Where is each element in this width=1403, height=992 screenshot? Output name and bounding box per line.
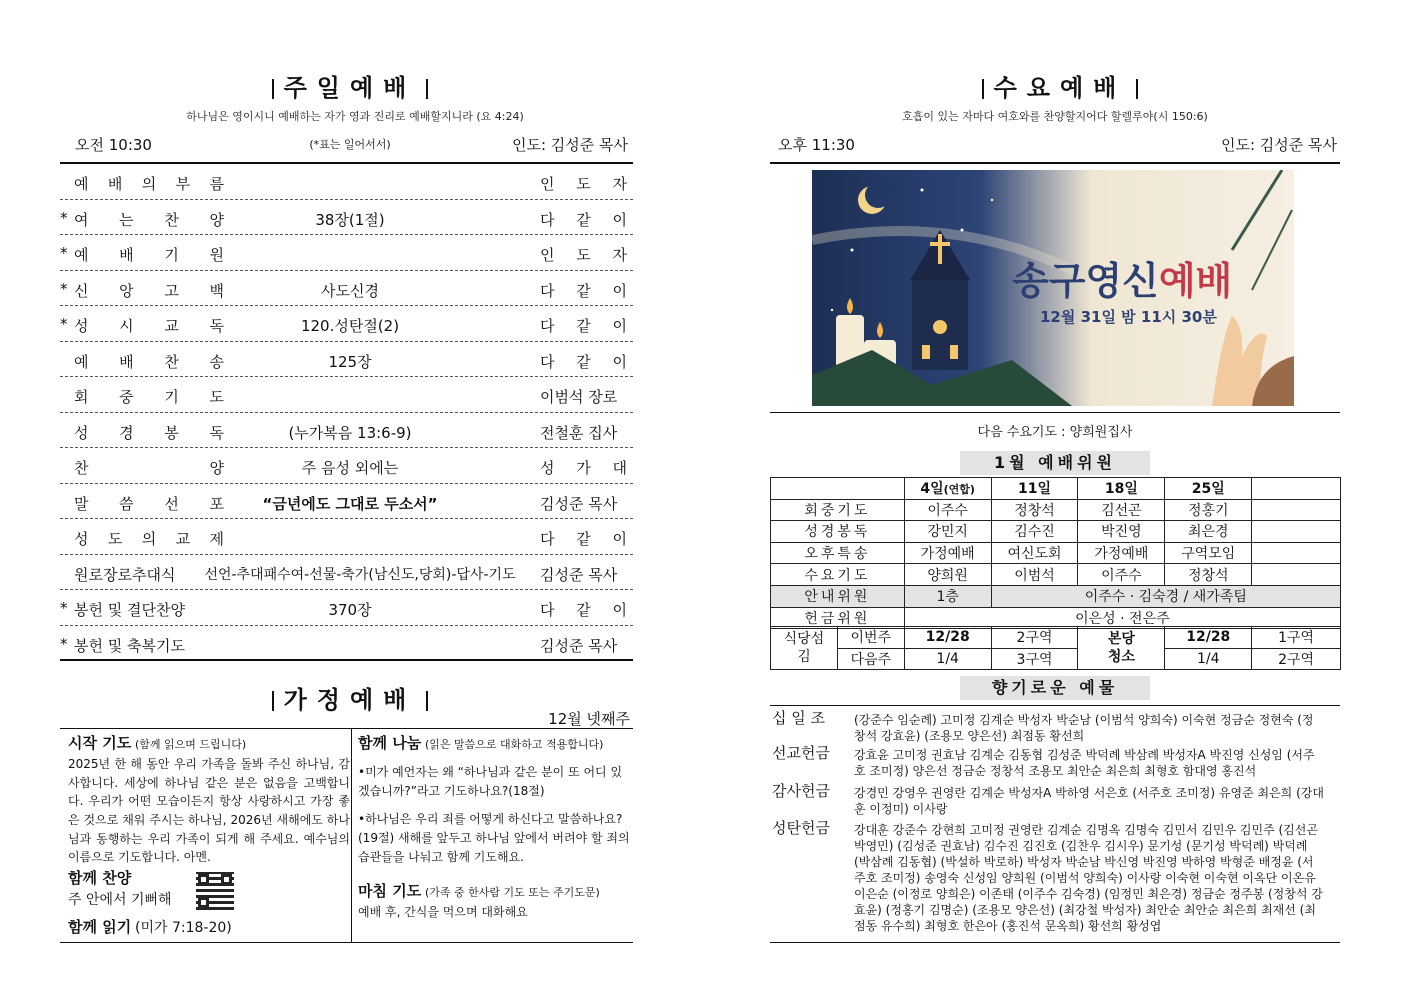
clean-label: 본당청소 bbox=[1078, 627, 1165, 670]
guide-row: 안내위원 1층 이주수 · 김숙경 / 새가족팀 bbox=[771, 585, 1341, 607]
order-row bbox=[60, 448, 633, 484]
order-item-person: 다 같 이 bbox=[540, 210, 627, 229]
date-5 bbox=[1252, 478, 1341, 500]
share-question-1: •미가 예언자는 왜 “하나님과 같은 분이 또 어디 있겠습니까?”라고 기도하나요?(18절) bbox=[358, 765, 623, 798]
meal-next-date: 1/4 bbox=[904, 648, 991, 670]
order-item-content: 사도신경 bbox=[321, 281, 379, 300]
order-item-name: 찬 양 bbox=[74, 459, 224, 477]
wednesday-leader: 인도: 김성준 목사 bbox=[1220, 136, 1337, 154]
committee-table bbox=[770, 477, 1341, 629]
sunday-title: 주일예배 bbox=[240, 68, 460, 103]
offerings-bottom-rule bbox=[770, 942, 1340, 943]
closing-sub: (가족 중 한사람 기도 또는 주기도문) bbox=[425, 886, 600, 900]
closing-title: 마침 기도 bbox=[358, 882, 422, 901]
sunday-verse: 하나님은 영이시니 예배하는 자가 영과 진리로 예배할지니라 (요 4:24) bbox=[186, 110, 524, 123]
order-item-name: 성 도 의 교 제 bbox=[74, 530, 224, 548]
family-top-rule bbox=[60, 728, 633, 729]
order-item-person: 이범석 장로 bbox=[540, 388, 618, 406]
order-item-person: 김성준 목사 bbox=[540, 565, 618, 584]
offerings-title: 향기로운 예물 bbox=[960, 676, 1150, 700]
order-item-person: 다 같 이 bbox=[540, 530, 627, 548]
share-question-2: •하나님은 우리 죄를 어떻게 하신다고 말씀하나요?(19절) 새해를 앞두고 하나님 앞에서 버려야 할 죄의 습관들을 나눠고 함께 기도해요. bbox=[358, 812, 630, 864]
clean-this: 1구역 bbox=[1252, 627, 1341, 649]
order-item-content: 370장 bbox=[328, 601, 372, 619]
order-item-person: 다 같 이 bbox=[540, 317, 627, 335]
order-row bbox=[60, 377, 633, 413]
order-row bbox=[60, 200, 633, 236]
stand-mark: * bbox=[60, 634, 68, 653]
next-prayer: 다음 수요기도 : 양희원집사 bbox=[977, 425, 1133, 440]
order-item-name: 성 시 교 독 bbox=[74, 317, 224, 335]
opening-prayer-title: 시작 기도 bbox=[68, 734, 132, 752]
family-divider bbox=[351, 728, 352, 942]
order-item-person: 김성준 목사 bbox=[540, 636, 618, 655]
order-item-name: 예 배 기 원 bbox=[74, 246, 224, 264]
order-item-name: 말 씀 선 포 bbox=[74, 494, 224, 513]
order-row bbox=[60, 235, 633, 271]
table-row: 회중기도 이주수 정창석 김선곤 정홍기 bbox=[771, 499, 1341, 521]
praise-text: 주 안에서 기뻐해 bbox=[68, 892, 172, 909]
order-item-content: 125장 bbox=[328, 352, 372, 371]
corner-cell bbox=[771, 478, 905, 500]
sunday-time: 오전 10:30 bbox=[75, 136, 152, 154]
order-item-person: 인 도 자 bbox=[540, 246, 627, 264]
order-row bbox=[60, 413, 633, 449]
stand-note: (*표는 일어서서) bbox=[309, 138, 391, 151]
order-item-person: 다 같 이 bbox=[540, 352, 627, 371]
order-item-name: 신 앙 고 백 bbox=[74, 281, 224, 300]
sunday-bottom-rule bbox=[60, 659, 633, 661]
new-year-service-banner bbox=[812, 170, 1294, 406]
clean-next: 2구역 bbox=[1252, 648, 1341, 670]
order-item-name: 봉헌 및 축복기도 bbox=[74, 636, 185, 655]
date-3: 18일 bbox=[1078, 478, 1165, 500]
order-item-name: 회 중 기 도 bbox=[74, 388, 224, 406]
order-item-name: 예 배 의 부 름 bbox=[74, 175, 224, 193]
sunday-leader: 인도: 김성준 목사 bbox=[511, 136, 628, 154]
order-item-person: 김성준 목사 bbox=[540, 494, 618, 513]
date-2: 11일 bbox=[991, 478, 1078, 500]
order-item-name: 성 경 봉 독 bbox=[74, 423, 224, 442]
order-row bbox=[60, 555, 633, 591]
stand-mark: * bbox=[60, 315, 68, 333]
service-table bbox=[770, 626, 1341, 670]
order-item-name: 원로장로추대식 bbox=[74, 565, 176, 584]
order-row bbox=[60, 519, 633, 555]
family-title: 가정예배 bbox=[240, 680, 460, 715]
stand-mark: * bbox=[60, 599, 68, 617]
order-item-content: 120.성탄절(2) bbox=[300, 317, 400, 335]
order-item-name: 예 배 찬 송 bbox=[74, 352, 224, 371]
order-item-person: 다 같 이 bbox=[540, 601, 627, 619]
order-item-content: 주 음성 외에는 bbox=[301, 459, 399, 477]
table-row: 오후특송 가정예배 여신도회 가정예배 구역모임 bbox=[771, 542, 1341, 564]
order-row bbox=[60, 164, 633, 200]
order-row bbox=[60, 484, 633, 520]
praise-title: 함께 찬양 bbox=[68, 868, 132, 887]
table-row: 성경봉독 강민지 김수진 박진영 최은경 bbox=[771, 521, 1341, 543]
order-item-content: (누가복음 13:6-9) bbox=[288, 423, 412, 442]
order-item-person: 성 가 대 bbox=[540, 459, 627, 477]
family-week: 12월 넷째주 bbox=[548, 710, 630, 728]
opening-prayer-text: 2025년 한 해 동안 우리 가족을 돌봐 주신 하나님, 감사합니다. 세상에 하나님 같은 분은 없음을 고백합니다. 우리가 어떤 모습이든지 항상 사랑하시고 가장 좋은 것으로 채워 주시는 하나님, 2026년 새해에도 하나님과 동행하는 우리 가족이 되게 해 주세요. 예수님의 이름으로 기도합니다. 아멘. bbox=[68, 757, 350, 865]
clean-this-date: 12/28 bbox=[1165, 627, 1252, 649]
order-row bbox=[60, 590, 633, 626]
order-item-person: 다 같 이 bbox=[540, 281, 627, 300]
order-row bbox=[60, 342, 633, 378]
money-row: 헌금위원 이은성 · 전은주 bbox=[771, 607, 1341, 629]
order-item-name: 여 는 찬 양 bbox=[74, 210, 224, 229]
wednesday-title: 수요예배 bbox=[950, 68, 1170, 103]
wednesday-time: 오후 11:30 bbox=[778, 136, 855, 154]
this-week-label: 이번주 bbox=[837, 627, 904, 649]
opening-prayer-sub: (함께 읽으며 드립니다) bbox=[135, 738, 247, 751]
stand-mark: * bbox=[60, 208, 68, 227]
banner-title: 송구영신예배 bbox=[1012, 259, 1233, 303]
family-bottom-rule bbox=[60, 942, 633, 943]
share-title: 함께 나눔 bbox=[358, 734, 422, 752]
reading-text: (미가 7:18-20) bbox=[135, 919, 232, 936]
order-item-content: 38장(1절) bbox=[315, 210, 385, 229]
order-row bbox=[60, 626, 633, 662]
order-item-name: 봉헌 및 결단찬양 bbox=[74, 601, 185, 619]
next-week-label: 다음주 bbox=[837, 648, 904, 670]
order-item-person: 인 도 자 bbox=[540, 175, 627, 193]
meal-this: 2구역 bbox=[991, 627, 1078, 649]
stand-mark: * bbox=[60, 279, 68, 298]
share-sub: (읽은 말씀으로 대화하고 적용합니다) bbox=[425, 738, 604, 751]
reading-title: 함께 읽기 bbox=[68, 917, 132, 936]
wednesday-verse: 호흡이 있는 자마다 여호와를 찬양할지어다 할렐루야(시 150:6) bbox=[902, 110, 1208, 123]
order-row bbox=[60, 306, 633, 342]
banner-bottom-rule bbox=[770, 412, 1340, 413]
qr-code[interactable] bbox=[196, 872, 234, 910]
order-item-content: 선언-추대패수여-선물-축가(남신도,당회)-답사-기도 bbox=[204, 566, 516, 583]
table-row: 수요기도 양희원 이범석 이주수 정창석 bbox=[771, 564, 1341, 586]
meal-next: 3구역 bbox=[991, 648, 1078, 670]
date-1: 4일(연합) bbox=[904, 478, 991, 500]
clean-next-date: 1/4 bbox=[1165, 648, 1252, 670]
order-item-content: “금년에도 그대로 두소서” bbox=[262, 494, 438, 513]
wednesday-top-rule bbox=[770, 162, 1340, 164]
order-item-person: 전철훈 집사 bbox=[540, 423, 618, 442]
meal-this-date: 12/28 bbox=[904, 627, 991, 649]
closing-text: 예배 후, 간식을 먹으며 대화해요 bbox=[358, 905, 528, 920]
date-4: 25일 bbox=[1165, 478, 1252, 500]
offerings-top-rule bbox=[770, 705, 1340, 706]
banner-date: 12월 31일 밤 11시 30분 bbox=[1040, 308, 1217, 326]
stand-mark: * bbox=[60, 244, 68, 262]
meal-label: 식당섬김 bbox=[771, 627, 838, 670]
committee-title: 1월 예배위원 bbox=[960, 451, 1150, 475]
order-row bbox=[60, 271, 633, 307]
sharing bbox=[358, 732, 632, 922]
